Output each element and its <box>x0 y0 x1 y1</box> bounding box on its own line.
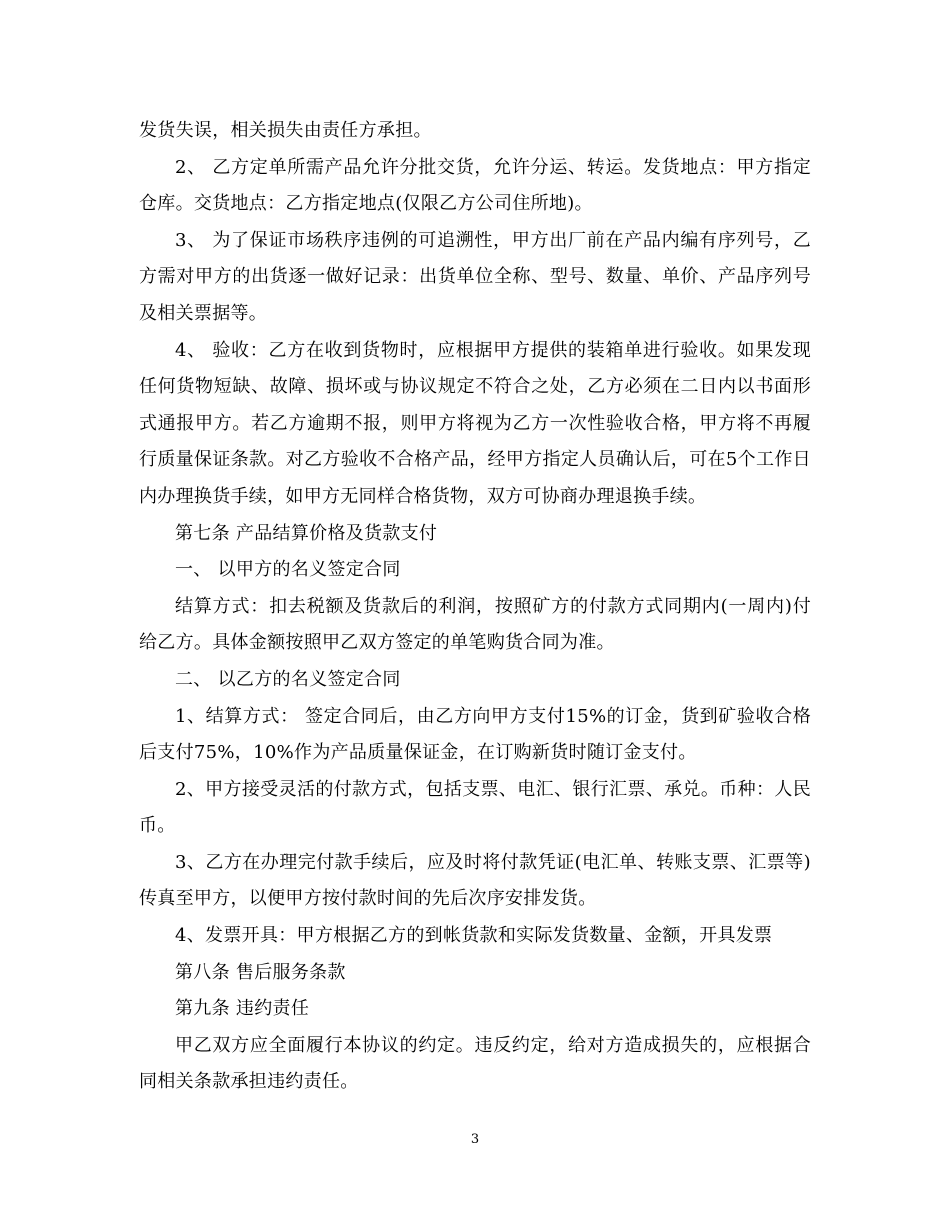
section-heading-article-8: 第八条 售后服务条款 <box>175 961 346 983</box>
page-number: 3 <box>470 1132 480 1147</box>
paragraph-item-2-delivery: 2、 乙方定单所需产品允许分批交货，允许分运、转运。发货地点：甲方指定仓库。交货地点：乙方指定地点(仅限乙方公司住所地)。 <box>139 156 811 215</box>
document-body <box>139 113 811 1101</box>
paragraph-payment-voucher: 3、乙方在办理完付款手续后，应及时将付款凭证(电汇单、转账支票、汇票等)传真至甲方，以便甲方按付款时间的先后次序安排发货。 <box>139 851 811 910</box>
paragraph-settlement-b: 1、结算方式： 签定合同后，由乙方向甲方支付15%的订金，货到矿验收合格后支付75%，10%作为产品质量保证金，在订购新货时随订金支付。 <box>139 705 811 764</box>
section-heading-article-9: 第九条 违约责任 <box>175 998 310 1020</box>
subheading-party-b-contract: 二、 以乙方的名义签定合同 <box>175 668 401 690</box>
paragraph-continuation: 发货失误，相关损失由责任方承担。 <box>139 120 432 141</box>
paragraph-item-3-serial: 3、 为了保证市场秩序违例的可追溯性，甲方出厂前在产品内编有序列号，乙方需对甲方的出货逐一做好记录：出货单位全称、型号、数量、单价、产品序列号及相关票据等。 <box>139 229 811 324</box>
subheading-party-a-contract: 一、 以甲方的名义签定合同 <box>175 559 401 581</box>
paragraph-invoice: 4、发票开具：甲方根据乙方的到帐货款和实际发货数量、金额，开具发票 <box>175 925 773 947</box>
paragraph-item-4-acceptance: 4、 验收：乙方在收到货物时，应根据甲方提供的装箱单进行验收。如果发现任何货物短缺、故障、损坏或与协议规定不符合之处，乙方必须在二日内以书面形式通报甲方。若乙方逾期不报，则甲方将视为乙方一次性验收合格，甲方将不再履行质量保证条款。对乙方验收不合格产品，经甲方指定人员确认后，可在5个工作日内办理换货手续，如甲方无同样合格货物，双方可协商办理退换手续。 <box>139 339 811 507</box>
paragraph-liability: 甲乙双方应全面履行本协议的约定。违反约定，给对方造成损失的，应根据合同相关条款承担违约责任。 <box>139 1034 811 1093</box>
paragraph-payment-methods: 2、甲方接受灵活的付款方式，包括支票、电汇、银行汇票、承兑。币种：人民币。 <box>139 778 811 837</box>
paragraph-settlement-a: 结算方式：扣去税额及货款后的利润，按照矿方的付款方式同期内(一周内)付给乙方。具体金额按照甲乙双方签定的单笔购货合同为准。 <box>139 595 811 654</box>
section-heading-article-7: 第七条 产品结算价格及货款支付 <box>175 522 438 544</box>
